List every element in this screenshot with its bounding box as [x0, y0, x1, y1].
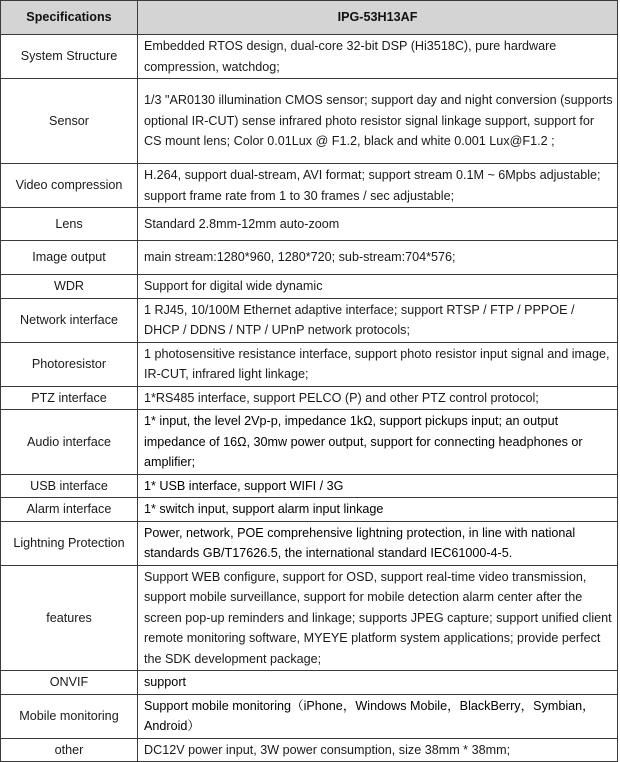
spec-name: Sensor — [1, 79, 138, 164]
table-row — [1, 79, 618, 164]
table-row — [1, 694, 618, 738]
spec-name: other — [1, 738, 138, 762]
spec-name: PTZ interface — [1, 386, 138, 410]
spec-name: Video compression — [1, 164, 138, 208]
spec-value: Support for digital wide dynamic — [138, 275, 618, 299]
spec-value: Embedded RTOS design, dual-core 32-bit DSP (Hi3518C), pure hardware compression, watchdog; — [138, 35, 618, 79]
spec-name: Network interface — [1, 298, 138, 342]
spec-value: DC12V power input, 3W power consumption, size 38mm * 38mm; — [138, 738, 618, 762]
spec-name: Photoresistor — [1, 342, 138, 386]
table-row — [1, 565, 618, 671]
spec-name: Lens — [1, 208, 138, 241]
spec-value: H.264, support dual-stream, AVI format; support stream 0.1M ~ 6Mpbs adjustable; support frame rate from 1 to 30 frames / sec adjustable; — [138, 164, 618, 208]
spec-name: features — [1, 565, 138, 671]
table-row — [1, 298, 618, 342]
spec-value: 1 photosensitive resistance interface, support photo resistor input signal and image, IR-CUT, infrared light linkage; — [138, 342, 618, 386]
spec-name: Audio interface — [1, 410, 138, 475]
table-row — [1, 474, 618, 498]
header-specifications: Specifications — [1, 1, 138, 35]
table-row — [1, 410, 618, 475]
table-row — [1, 671, 618, 695]
table-row — [1, 208, 618, 241]
table-row — [1, 241, 618, 275]
table-row — [1, 164, 618, 208]
spec-name: Lightning Protection — [1, 521, 138, 565]
spec-value: Support mobile monitoring（iPhone，Windows Mobile，BlackBerry，Symbian，Android） — [138, 694, 618, 738]
header-model: IPG-53H13AF — [138, 1, 618, 35]
spec-name: System Structure — [1, 35, 138, 79]
spec-value: support — [138, 671, 618, 695]
spec-value: Power, network, POE comprehensive lightning protection, in line with national standards GB/T17626.5, the international standard IEC61000-4-5. — [138, 521, 618, 565]
table-row — [1, 738, 618, 762]
table-row — [1, 521, 618, 565]
spec-value: Standard 2.8mm-12mm auto-zoom — [138, 208, 618, 241]
spec-value: 1*RS485 interface, support PELCO (P) and other PTZ control protocol; — [138, 386, 618, 410]
table-row — [1, 342, 618, 386]
table-row — [1, 275, 618, 299]
table-row — [1, 35, 618, 79]
spec-name: Alarm interface — [1, 498, 138, 522]
spec-name: USB interface — [1, 474, 138, 498]
table-row — [1, 498, 618, 522]
spec-value: 1* USB interface, support WIFI / 3G — [138, 474, 618, 498]
spec-name: Image output — [1, 241, 138, 275]
table-header-row — [1, 1, 618, 35]
spec-value: main stream:1280*960, 1280*720; sub-stream:704*576; — [138, 241, 618, 275]
spec-value: Support WEB configure, support for OSD, support real-time video transmission, support mobile surveillance, support for mobile detection alarm center after the screen pop-up reminders and linkage; supports JPEG capture; support unified client remote monitoring software, MYEYE platform system applications; provide perfect the SDK development package; — [138, 565, 618, 671]
spec-name: ONVIF — [1, 671, 138, 695]
spec-name: WDR — [1, 275, 138, 299]
spec-value: 1/3 "AR0130 illumination CMOS sensor; support day and night conversion (supports optional IR-CUT) sense infrared photo resistor signal linkage support, support for CS mount lens; Color 0.01Lux @ F1.2, black and white 0.001 Lux@F1.2 ; — [138, 79, 618, 164]
spec-value: 1 RJ45, 10/100M Ethernet adaptive interface; support RTSP / FTP / PPPOE / DHCP / DDNS / NTP / UPnP network protocols; — [138, 298, 618, 342]
spec-value: 1* input, the level 2Vp-p, impedance 1kΩ, support pickups input; an output impedance of 16Ω, 30mw power output, support for connecting headphones or amplifier; — [138, 410, 618, 475]
spec-value: 1* switch input, support alarm input linkage — [138, 498, 618, 522]
spec-name: Mobile monitoring — [1, 694, 138, 738]
table-row — [1, 386, 618, 410]
